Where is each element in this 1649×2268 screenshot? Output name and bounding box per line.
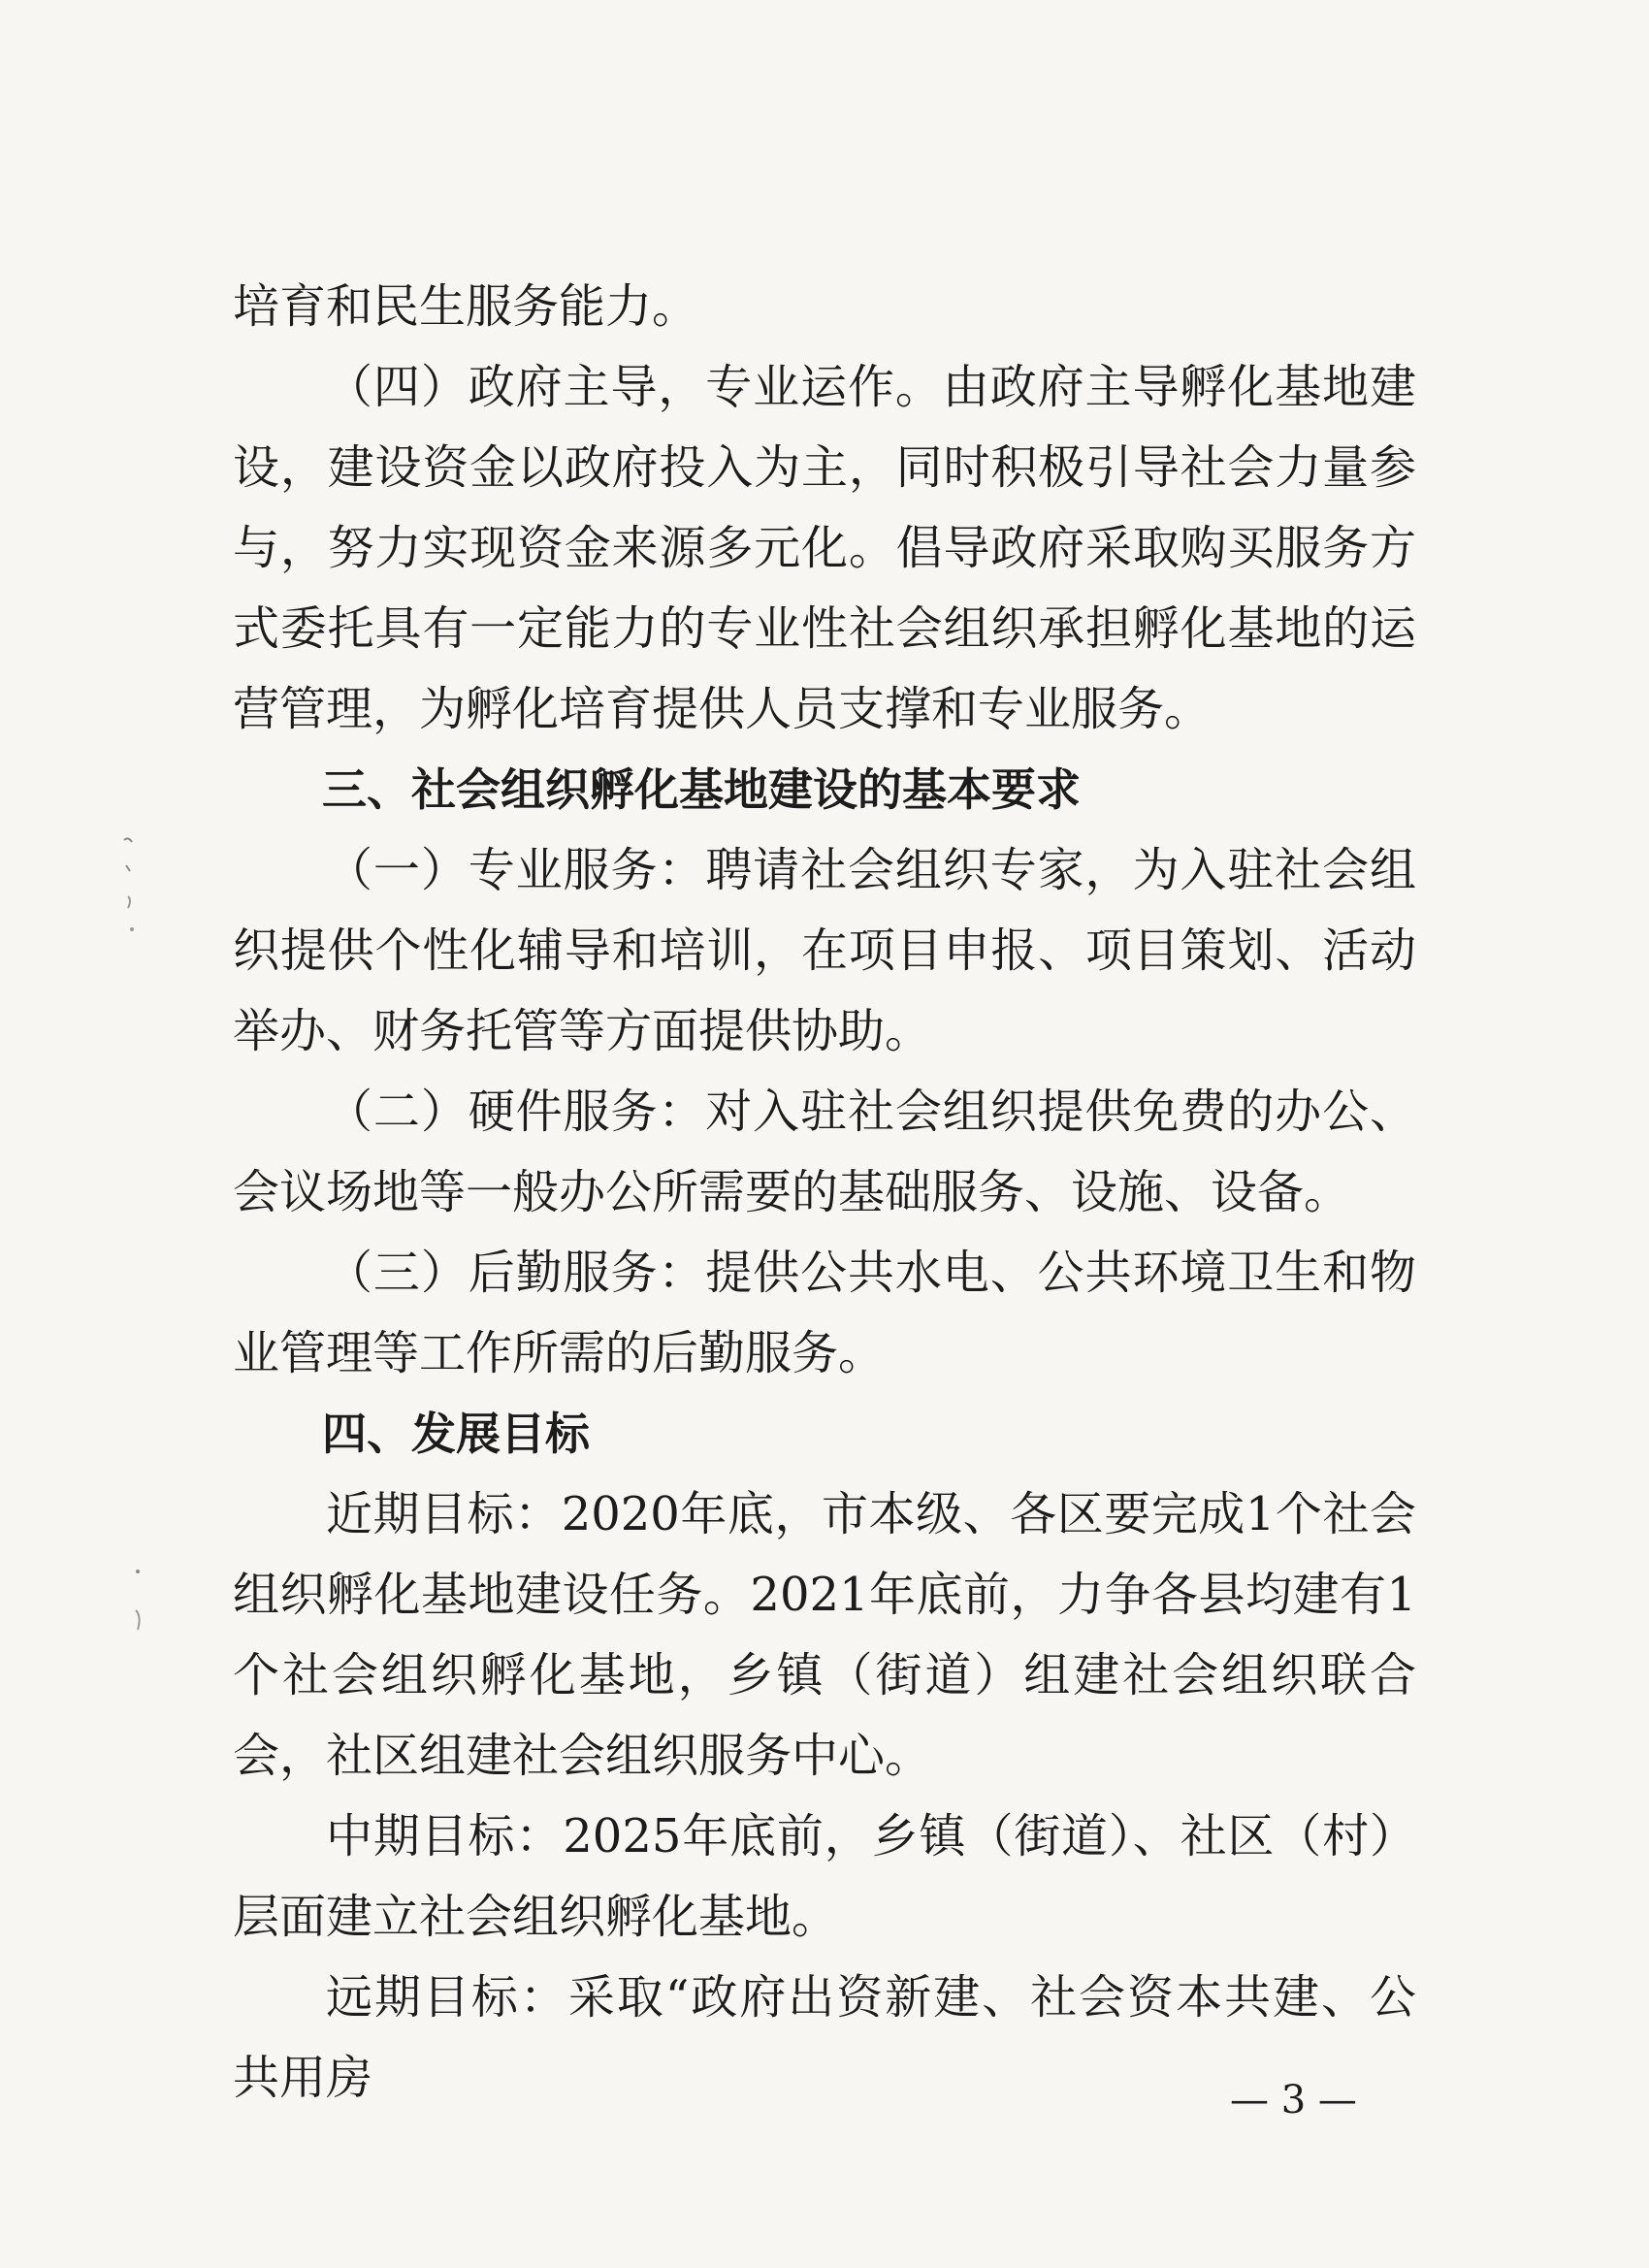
scan-margin-marks-lower	[124, 1562, 163, 1659]
page-number: — 3 —	[1230, 2078, 1357, 2122]
paragraph-1: 培育和民生服务能力。	[233, 279, 699, 334]
paragraph-hardware-service: （二）硬件服务：对入驻社会组织提供免费的办公、会议场地等一般办公所需要的基础服务、设施、设备。	[233, 1085, 1416, 1219]
paragraph-mid-term-goal: 中期目标：2025年底前，乡镇（街道）、社区（村）层面建立社会组织孵化基地。	[233, 1809, 1416, 1944]
section-heading-basic-requirements: 三、社会组织孵化基地建设的基本要求	[322, 763, 1081, 816]
paragraph-professional-service: （一）专业服务：聘请社会组织专家，为入驻社会组织提供个性化辅导和培训，在项目申报、项目策划、活动举办、财务托管等方面提供协助。	[233, 843, 1416, 1058]
paragraph-long-term-goal: 远期目标：采取“政府出资新建、社会资本共建、公共用房	[233, 1970, 1416, 2105]
scan-margin-marks	[114, 832, 153, 949]
paragraph-short-term-goal: 近期目标：2020年底，市本级、各区要完成1个社会组织孵化基地建设任务。2021年底前，力争各县均建有1个社会组织孵化基地，乡镇（街道）组建社会组织联合会，社区组建社会组织服务中心。	[233, 1487, 1416, 1783]
document-body	[233, 267, 1416, 2119]
paragraph-government-led: （四）政府主导，专业运作。由政府主导孵化基地建设，建设资金以政府投入为主，同时积极引导社会力量参与，努力实现资金来源多元化。倡导政府采取购买服务方式委托具有一定能力的专业性社会组织承担孵化基地的运营管理，为孵化培育提供人员支撑和专业服务。	[233, 360, 1416, 736]
paragraph-logistics-service: （三）后勤服务：提供公共水电、公共环境卫生和物业管理等工作所需的后勤服务。	[233, 1246, 1416, 1380]
section-heading-development-goals: 四、发展目标	[322, 1408, 590, 1460]
